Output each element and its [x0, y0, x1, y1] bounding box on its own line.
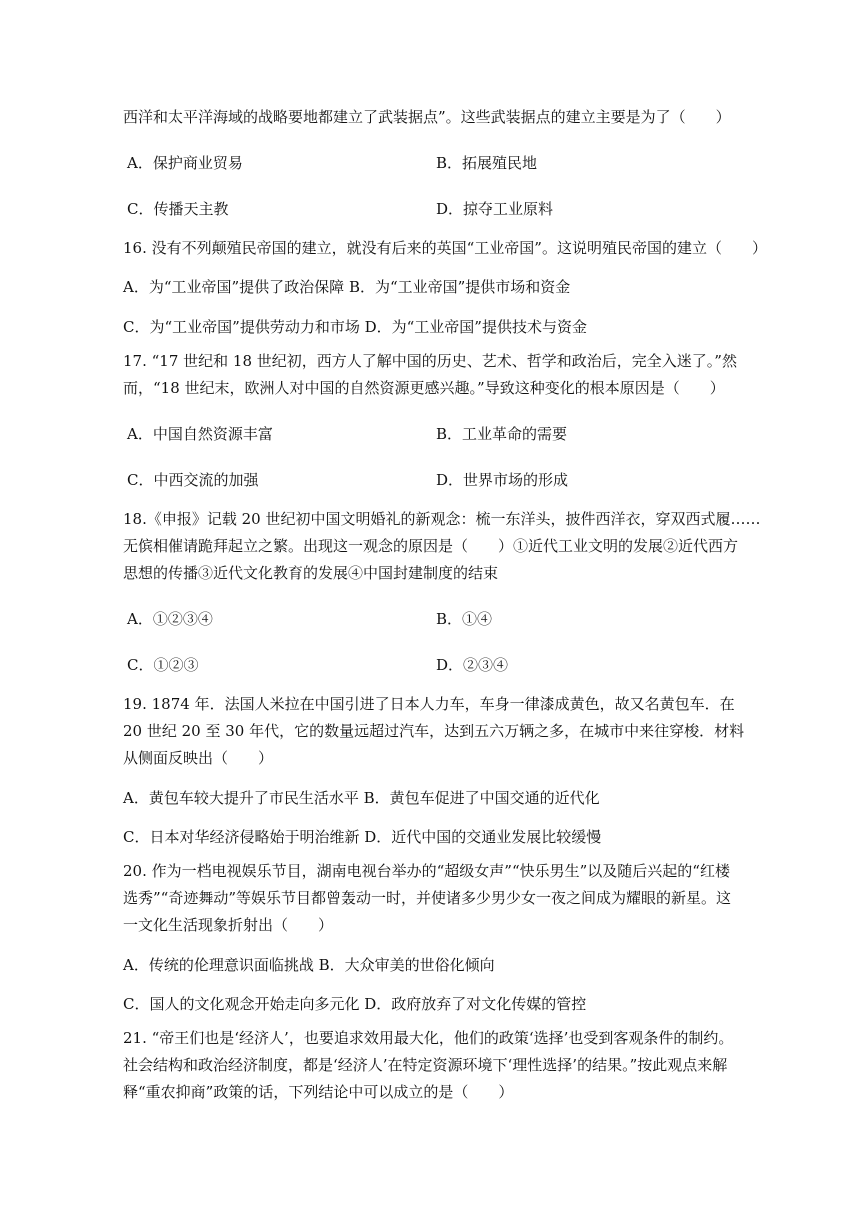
q20-options-line-1: A．传统的伦理意识面临挑战 B．大众审美的世俗化倾向 [123, 956, 495, 974]
q16-options-line-1: A．为“工业帝国”提供了政治保障 B．为“工业帝国”提供市场和资金 [123, 278, 571, 296]
q16-options-line-2: C．为“工业帝国”提供劳动力和市场 D．为“工业帝国”提供技术与资金 [123, 318, 587, 336]
q20-options-line-2: C．国人的文化观念开始走向多元化 D．政府放弃了对文化传媒的管控 [123, 995, 587, 1013]
q18-stem-line-2: 无傧相催请跪拜起立之繁。出现这一观念的原因是（ ）①近代工业文明的发展②近代西方 [123, 537, 739, 555]
q20-stem-line-2: 选秀”“奇迹舞动”等娱乐节目都曾轰动一时，并使诸多少男少女一夜之间成为耀眼的新星。这 [123, 889, 732, 907]
q17-stem-line-2: 而，“18 世纪末，欧洲人对中国的自然资源更感兴趣。”导致这种变化的根本原因是（ ） [123, 379, 725, 397]
q18-stem-line-3: 思想的传播③近代文化教育的发展④中国封建制度的结束 [123, 564, 499, 582]
q17-option-a: A．中国自然资源丰富 [127, 425, 273, 443]
q19-options-line-1: A．黄包车较大提升了市民生活水平 B．黄包车促进了中国交通的近代化 [123, 789, 600, 807]
q20-stem-line-3: 一文化生活现象折射出（ ） [123, 916, 334, 934]
q18-option-d: D．②③④ [436, 656, 509, 674]
q18-stem-line-1: 18.《申报》记载 20 世纪初中国文明婚礼的新观念：梳一东洋头，披件西洋衣，穿双西式履…… [123, 510, 761, 528]
q15-option-a: A．保护商业贸易 [127, 154, 243, 172]
q19-stem-line-2: 20 世纪 20 至 30 年代，它的数量远超过汽车，达到五六万辆之多，在城市中来往穿梭．材料 [123, 722, 745, 740]
q21-stem-line-1: 21. “帝王们也是‘经济人’，也要追求效用最大化，他们的政策‘选择’也受到客观条件的制约。 [123, 1029, 734, 1047]
q15-option-c: C．传播天主教 [127, 200, 229, 218]
q16-stem: 16. 没有不列颠殖民帝国的建立，就没有后来的英国“工业帝国”。这说明殖民帝国的建立（ ） [123, 239, 767, 257]
q18-option-b: B．①④ [436, 610, 493, 628]
q21-stem-line-2: 社会结构和政治经济制度，都是‘经济人’在特定资源环境下‘理性选择’的结果。”按此观点来解 [123, 1056, 728, 1074]
q19-options-line-2: C．日本对华经济侵略始于明治维新 D．近代中国的交通业发展比较缓慢 [123, 828, 602, 846]
q15-option-d: D．掠夺工业原料 [436, 200, 554, 218]
q15-stem: 西洋和太平洋海域的战略要地都建立了武装据点”。这些武装据点的建立主要是为了（ ） [123, 108, 731, 126]
q17-option-d: D．世界市场的形成 [436, 471, 569, 489]
q15-option-b: B．拓展殖民地 [436, 154, 538, 172]
q18-option-a: A．①②③④ [127, 610, 213, 628]
q19-stem-line-1: 19. 1874 年．法国人米拉在中国引进了日本人力车，车身一律漆成黄色，故又名黄包车．在 [123, 695, 735, 713]
q17-option-c: C．中西交流的加强 [127, 471, 259, 489]
q19-stem-line-3: 从侧面反映出（ ） [123, 749, 274, 767]
q18-option-c: C．①②③ [127, 656, 199, 674]
q20-stem-line-1: 20. 作为一档电视娱乐节目，湖南电视台举办的“超级女声”“快乐男生”以及随后兴起的“红楼 [123, 862, 730, 880]
q17-option-b: B．工业革命的需要 [436, 425, 568, 443]
q21-stem-line-3: 释“重农抑商”政策的话，下列结论中可以成立的是（ ） [123, 1083, 514, 1101]
q17-stem-line-1: 17. “17 世纪和 18 世纪初，西方人了解中国的历史、艺术、哲学和政治后，完全入迷了。”然 [123, 352, 737, 370]
